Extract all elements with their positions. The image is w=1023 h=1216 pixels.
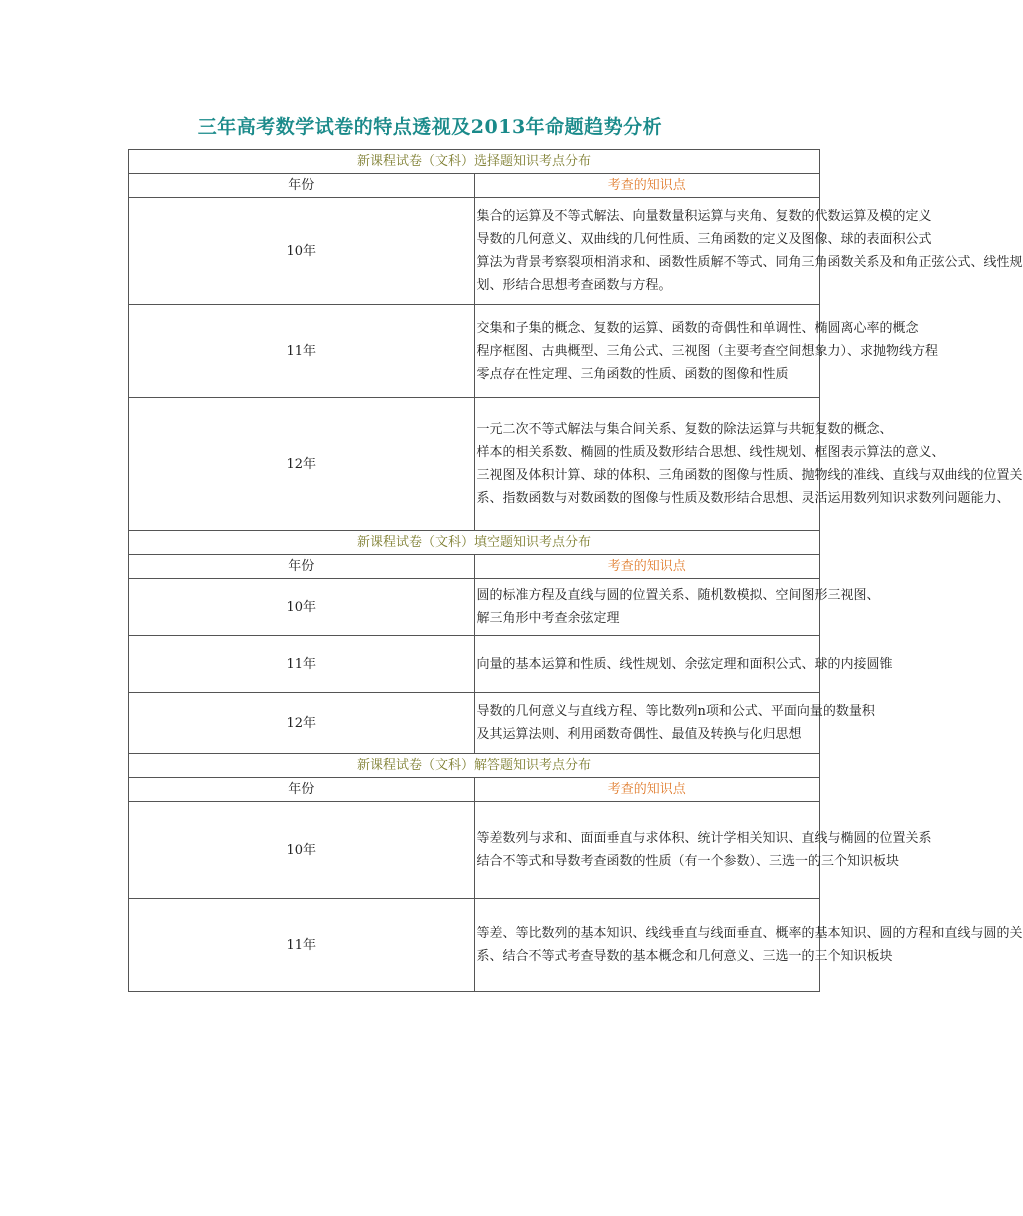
- knowledge-line: 算法为背景考察裂项相消求和、函数性质解不等式、同角三角函数关系及和角正弦公式、线性规: [476, 255, 1023, 270]
- table-row: [129, 693, 820, 754]
- year-cell: 12年: [129, 693, 475, 754]
- knowledge-line: 导数的几何意义、双曲线的几何性质、三角函数的定义及图像、球的表面积公式: [476, 232, 932, 247]
- knowledge-line: 程序框图、古典概型、三角公式、三视图（主要考查空间想象力）、求抛物线方程: [476, 343, 939, 359]
- knowledge-line: 结合不等式和导数考查函数的性质（有一个参数）、三选一的三个知识板块: [476, 854, 900, 869]
- knowledge-line: 集合的运算及不等式解法、向量数量积运算与夹角、复数的代数运算及模的定义: [476, 209, 932, 224]
- year-column-header: 年份: [129, 555, 475, 579]
- table-row: [129, 398, 820, 531]
- section-heading: 新课程试卷（文科）选择题知识考点分布: [129, 150, 820, 174]
- knowledge-line: 导数的几何意义与直线方程、等比数列n项和公式、平面向量的数量积: [476, 704, 875, 719]
- knowledge-cell: [474, 899, 1023, 992]
- content-column-header: 考查的知识点: [474, 778, 820, 802]
- knowledge-line: 划、形结合思想考查函数与方程。: [476, 278, 672, 293]
- year-cell: 10年: [129, 802, 475, 899]
- knowledge-line: 样本的相关系数、椭圆的性质及数形结合思想、线性规划、框图表示算法的意义、: [476, 445, 945, 460]
- section-heading: 新课程试卷（文科）填空题知识考点分布: [129, 531, 820, 555]
- content-column-header: 考查的知识点: [474, 555, 820, 579]
- knowledge-cell: [474, 198, 1023, 305]
- table-row: [129, 802, 820, 899]
- section-heading: 新课程试卷（文科）解答题知识考点分布: [129, 754, 820, 778]
- table-row: [129, 305, 820, 398]
- knowledge-line: 交集和子集的概念、复数的运算、函数的奇偶性和单调性、椭圆离心率的概念: [476, 320, 919, 336]
- knowledge-line: 解三角形中考查余弦定理: [476, 611, 620, 626]
- knowledge-line: 向量的基本运算和性质、线性规划、余弦定理和面积公式、球的内接圆锥: [476, 656, 893, 672]
- year-cell: 10年: [129, 579, 475, 636]
- knowledge-line: 圆的标准方程及直线与圆的位置关系、随机数模拟、空间图形三视图、: [476, 588, 880, 603]
- document-title: 三年高考数学试卷的特点透视及2013年命题趋势分析: [197, 116, 663, 138]
- knowledge-cell: [474, 305, 939, 398]
- table-row: [129, 198, 820, 305]
- knowledge-line: 一元二次不等式解法与集合间关系、复数的除法运算与共轭复数的概念、: [476, 422, 893, 437]
- knowledge-cell: [474, 693, 875, 754]
- table-row: [129, 636, 820, 693]
- knowledge-line: 三视图及体积计算、球的体积、三角函数的图像与性质、抛物线的准线、直线与双曲线的位置关: [476, 468, 1023, 483]
- year-cell: 11年: [129, 636, 475, 693]
- knowledge-line: 系、结合不等式考查导数的基本概念和几何意义、三选一的三个知识板块: [476, 949, 893, 964]
- knowledge-cell: [474, 636, 893, 693]
- year-cell: 11年: [129, 305, 475, 398]
- knowledge-line: 及其运算法则、利用函数奇偶性、最值及转换与化归思想: [476, 727, 802, 742]
- table-row: [129, 579, 820, 636]
- knowledge-line: 等差数列与求和、面面垂直与求体积、统计学相关知识、直线与椭圆的位置关系: [476, 831, 932, 846]
- year-column-header: 年份: [129, 174, 475, 198]
- year-cell: 11年: [129, 899, 475, 992]
- knowledge-line: 系、指数函数与对数函数的图像与性质及数形结合思想、灵活运用数列知识求数列问题能力、: [476, 491, 1010, 506]
- knowledge-table: [128, 149, 1023, 992]
- knowledge-cell: [474, 802, 932, 899]
- year-cell: 12年: [129, 398, 475, 531]
- year-cell: 10年: [129, 198, 475, 305]
- knowledge-line: 等差、等比数列的基本知识、线线垂直与线面垂直、概率的基本知识、圆的方程和直线与圆的关: [476, 926, 1023, 941]
- year-column-header: 年份: [129, 778, 475, 802]
- knowledge-line: 零点存在性定理、三角函数的性质、函数的图像和性质: [476, 366, 789, 382]
- content-column-header: 考查的知识点: [474, 174, 820, 198]
- knowledge-cell: [474, 398, 1023, 531]
- table-row: [129, 899, 820, 992]
- knowledge-cell: [474, 579, 880, 636]
